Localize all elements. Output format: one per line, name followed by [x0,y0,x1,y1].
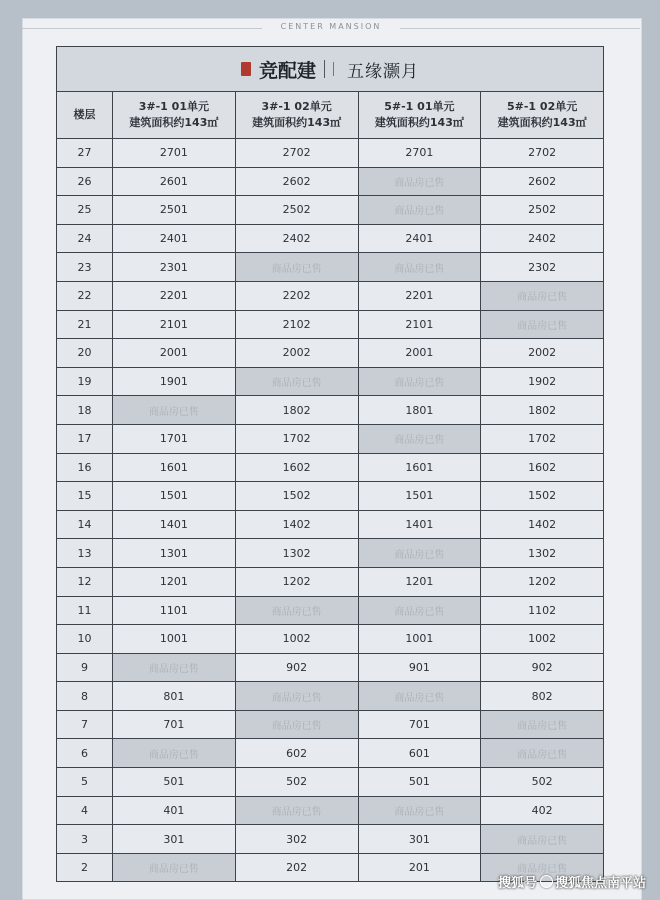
sold-cell: 商品房已售 [481,853,604,882]
unit-cell: 1802 [235,396,358,425]
sold-cell: 商品房已售 [358,167,481,196]
unit-cell: 902 [481,653,604,682]
column-header-line2: 建筑面积约143㎡ [252,116,342,129]
table-row [57,224,604,253]
unit-cell: 1202 [235,567,358,596]
unit-cell: 1202 [481,567,604,596]
sold-cell: 商品房已售 [113,396,236,425]
table-row [57,625,604,654]
unit-cell: 2101 [113,310,236,339]
unit-cell: 2201 [358,281,481,310]
floor-cell: 21 [57,310,113,339]
unit-cell: 401 [113,796,236,825]
watermark-at-icon [540,875,553,888]
table-row [57,539,604,568]
sold-cell: 商品房已售 [113,739,236,768]
unit-cell: 2201 [113,281,236,310]
unit-cell: 802 [481,682,604,711]
floor-cell: 4 [57,796,113,825]
sold-cell: 商品房已售 [358,596,481,625]
floor-cell: 16 [57,453,113,482]
unit-cell: 1401 [113,510,236,539]
column-header-line1: 5#-1 01单元 [384,100,455,113]
unit-cell: 202 [235,853,358,882]
floor-cell: 9 [57,653,113,682]
unit-cell: 201 [358,853,481,882]
table-row [57,768,604,797]
table-row [57,682,604,711]
floor-cell: 14 [57,510,113,539]
unit-cell: 502 [481,768,604,797]
floor-cell: 10 [57,625,113,654]
sold-cell: 商品房已售 [235,367,358,396]
seal-icon [241,62,251,76]
unit-cell: 1702 [481,424,604,453]
floor-header: 楼层 [57,92,113,139]
sold-cell: 商品房已售 [235,253,358,282]
unit-cell: 1101 [113,596,236,625]
unit-cell: 501 [358,768,481,797]
watermark [498,872,646,891]
logo-right-text: 五缘灏月 [347,61,419,82]
table-row [57,281,604,310]
unit-cell: 1701 [113,424,236,453]
table-row [57,396,604,425]
unit-cell: 1402 [235,510,358,539]
sold-cell: 商品房已售 [481,710,604,739]
title-row [57,47,604,92]
unit-cell: 1501 [358,482,481,511]
unit-cell: 1302 [235,539,358,568]
unit-cell: 2601 [113,167,236,196]
header-row [57,92,604,139]
unit-cell: 301 [358,825,481,854]
column-header [358,92,481,139]
unit-cell: 1502 [481,482,604,511]
unit-cell: 2401 [358,224,481,253]
unit-cell: 2101 [358,310,481,339]
floor-cell: 19 [57,367,113,396]
unit-cell: 1702 [235,424,358,453]
sold-cell: 商品房已售 [481,739,604,768]
unit-cell: 1602 [235,453,358,482]
unit-cell: 2701 [113,139,236,168]
unit-cell: 1901 [113,367,236,396]
watermark-right: 搜狐焦点南平站 [554,876,646,891]
table-row [57,796,604,825]
sold-cell: 商品房已售 [481,281,604,310]
sold-cell: 商品房已售 [358,367,481,396]
floor-cell: 13 [57,539,113,568]
sold-cell: 商品房已售 [481,310,604,339]
unit-cell: 2001 [113,339,236,368]
unit-cell: 701 [358,710,481,739]
unit-cell: 2002 [481,339,604,368]
unit-cell: 1301 [113,539,236,568]
column-header-line2: 建筑面积约143㎡ [129,116,219,129]
sold-cell: 商品房已售 [235,682,358,711]
brand-line-text: CENTER MANSION [280,22,382,31]
unit-cell: 1001 [358,625,481,654]
sold-cell: 商品房已售 [358,196,481,225]
unit-cell: 1201 [358,567,481,596]
unit-cell: 2402 [481,224,604,253]
unit-cell: 502 [235,768,358,797]
sold-cell: 商品房已售 [358,253,481,282]
unit-cell: 2301 [113,253,236,282]
table-row [57,453,604,482]
sold-cell: 商品房已售 [235,710,358,739]
column-header-line2: 建筑面积约143㎡ [497,116,587,129]
floor-cell: 2 [57,853,113,882]
table-row [57,339,604,368]
floor-cell: 12 [57,567,113,596]
unit-cell: 1402 [481,510,604,539]
unit-cell: 2401 [113,224,236,253]
sold-cell: 商品房已售 [358,682,481,711]
unit-cell: 2102 [235,310,358,339]
sold-cell: 商品房已售 [113,853,236,882]
unit-cell: 2502 [235,196,358,225]
unit-cell: 1502 [235,482,358,511]
floor-cell: 15 [57,482,113,511]
unit-cell: 1601 [113,453,236,482]
unit-cell: 901 [358,653,481,682]
column-header-line1: 3#-1 01单元 [138,100,209,113]
unit-cell: 1802 [481,396,604,425]
title-cell [57,47,604,92]
column-header-line1: 3#-1 02单元 [261,100,332,113]
table-row [57,167,604,196]
unit-cell: 1401 [358,510,481,539]
unit-cell: 2302 [481,253,604,282]
column-header [235,92,358,139]
table-row [57,139,604,168]
unit-cell: 602 [235,739,358,768]
table-row [57,710,604,739]
unit-cell: 1501 [113,482,236,511]
column-header-line1: 5#-1 02单元 [507,100,578,113]
table-row [57,739,604,768]
table-row [57,367,604,396]
floor-cell: 17 [57,424,113,453]
brand-line [22,24,640,34]
floor-cell: 25 [57,196,113,225]
unit-cell: 2002 [235,339,358,368]
floor-cell: 20 [57,339,113,368]
sold-cell: 商品房已售 [358,424,481,453]
unit-cell: 301 [113,825,236,854]
table-row [57,253,604,282]
unit-cell: 1801 [358,396,481,425]
unit-cell: 302 [235,825,358,854]
floor-cell: 6 [57,739,113,768]
divider-icon [324,60,325,78]
table-row [57,567,604,596]
floor-cell: 3 [57,825,113,854]
unit-cell: 1302 [481,539,604,568]
unit-availability-table [56,46,604,882]
unit-cell: 2702 [235,139,358,168]
unit-cell: 2502 [481,196,604,225]
table-row [57,196,604,225]
floor-cell: 27 [57,139,113,168]
unit-cell: 801 [113,682,236,711]
vertical-mark-icon [333,62,339,76]
floor-cell: 5 [57,768,113,797]
unit-cell: 2702 [481,139,604,168]
logo-left-text: 竞配建 [258,59,316,82]
unit-cell: 1002 [235,625,358,654]
unit-cell: 2402 [235,224,358,253]
unit-cell: 601 [358,739,481,768]
floor-cell: 23 [57,253,113,282]
column-header [113,92,236,139]
unit-cell: 2501 [113,196,236,225]
sold-cell: 商品房已售 [113,653,236,682]
sold-cell: 商品房已售 [481,825,604,854]
table-row [57,825,604,854]
floor-cell: 7 [57,710,113,739]
unit-cell: 1602 [481,453,604,482]
floor-cell: 22 [57,281,113,310]
unit-cell: 2202 [235,281,358,310]
table-row [57,424,604,453]
floor-cell: 24 [57,224,113,253]
unit-cell: 2001 [358,339,481,368]
unit-cell: 1001 [113,625,236,654]
column-header-line2: 建筑面积约143㎡ [374,116,464,129]
unit-cell: 701 [113,710,236,739]
unit-cell: 1102 [481,596,604,625]
table-row [57,596,604,625]
floor-cell: 11 [57,596,113,625]
unit-cell: 402 [481,796,604,825]
unit-cell: 1902 [481,367,604,396]
floor-cell: 26 [57,167,113,196]
sold-cell: 商品房已售 [358,539,481,568]
unit-cell: 1601 [358,453,481,482]
watermark-left: 搜狐号 [497,876,537,891]
floor-cell: 18 [57,396,113,425]
table-row [57,510,604,539]
unit-cell: 2602 [235,167,358,196]
table-row [57,482,604,511]
sold-cell: 商品房已售 [235,796,358,825]
unit-cell: 501 [113,768,236,797]
floor-cell: 8 [57,682,113,711]
sold-cell: 商品房已售 [358,796,481,825]
unit-cell: 1201 [113,567,236,596]
unit-cell: 2701 [358,139,481,168]
sold-cell: 商品房已售 [235,596,358,625]
table-row [57,310,604,339]
unit-cell: 902 [235,653,358,682]
unit-cell: 1002 [481,625,604,654]
unit-cell: 2602 [481,167,604,196]
table-row [57,653,604,682]
column-header [481,92,604,139]
